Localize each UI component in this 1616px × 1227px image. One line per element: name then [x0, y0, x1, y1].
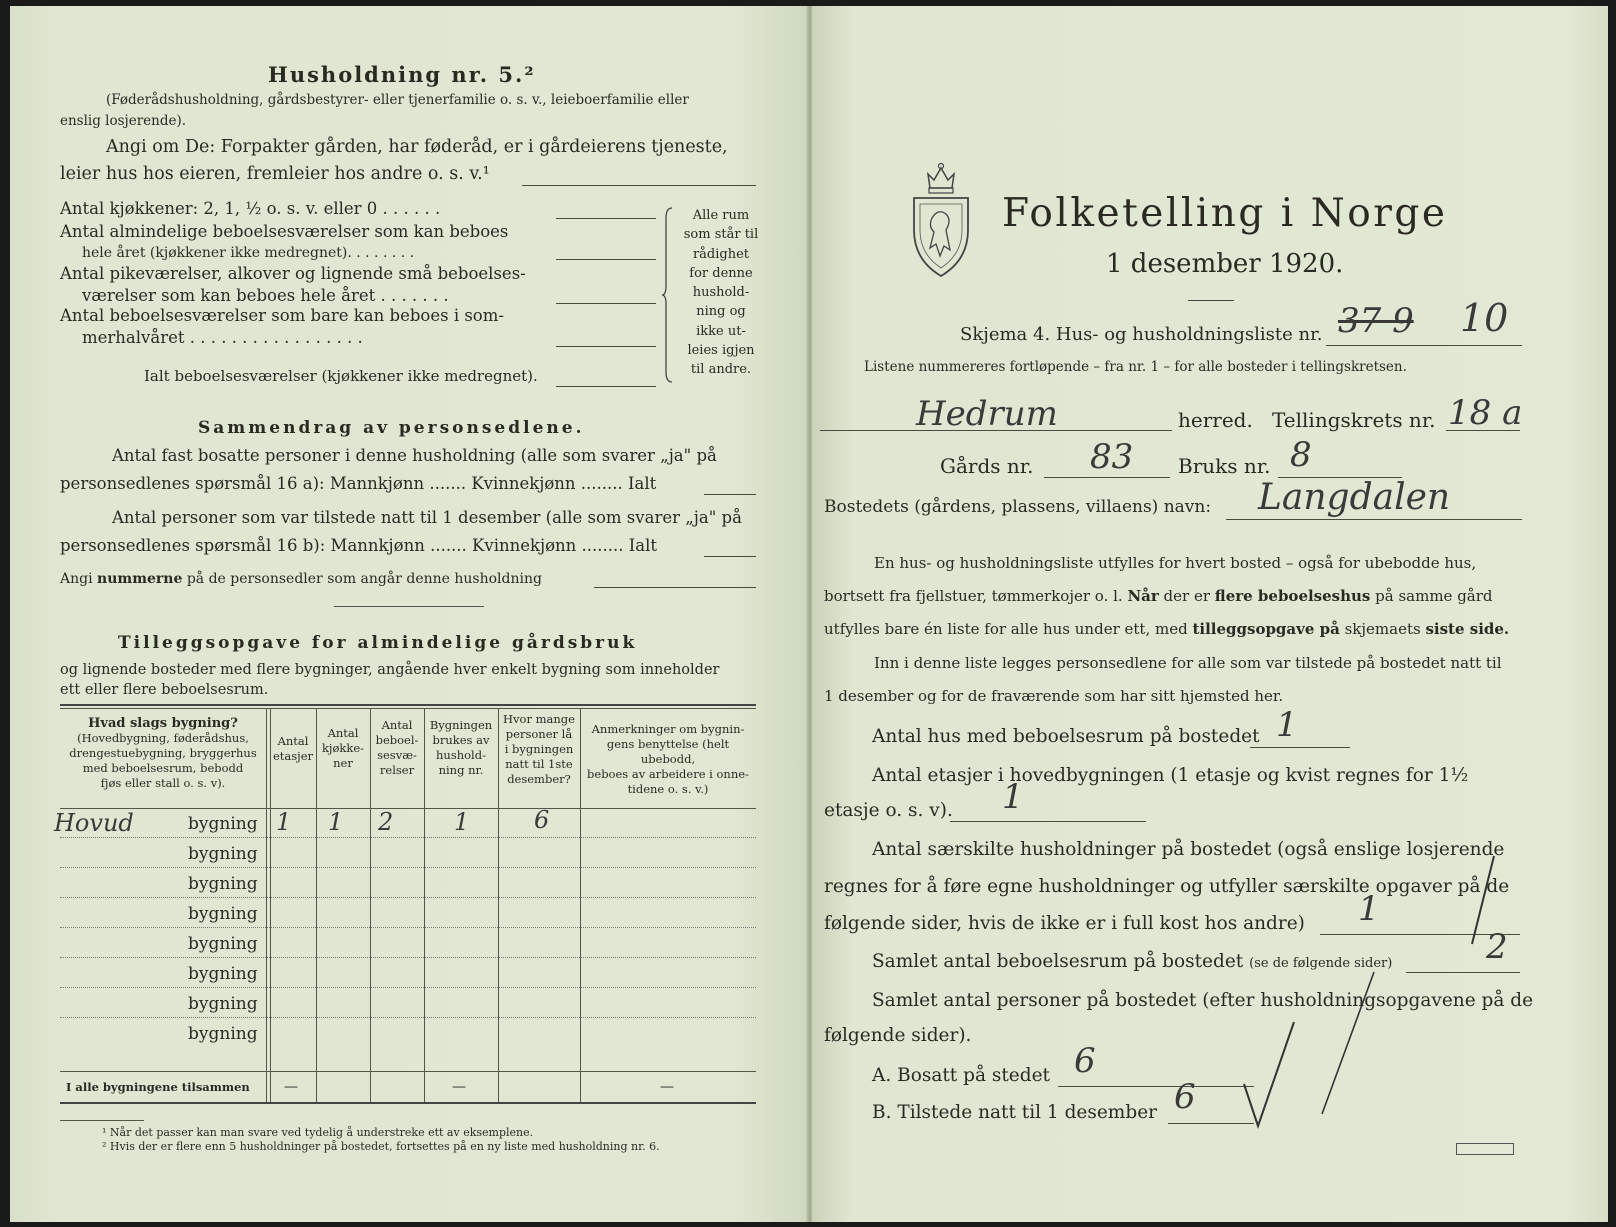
table-top-rule-2 [60, 708, 756, 709]
gards-line [1044, 477, 1170, 478]
brace-note-line: ikke ut- [696, 323, 746, 339]
para1-line-2 [824, 589, 1493, 604]
listene-note: Listene nummereres fortløpende – fra nr. 1 – for alle bosteder i tellingskretsen. [864, 359, 1407, 375]
para1-text: bortsett fra fjellstuer, tømmerkojer o. l. [824, 587, 1128, 605]
col-header-personer [498, 712, 580, 787]
bosted-line [1226, 519, 1522, 520]
tilstede-label: B. Tilstede natt til 1 desember [872, 1102, 1157, 1123]
col-header-line: Bygningen [429, 718, 493, 732]
angi-line-1: Angi om De: Forpakter gården, har føderåd, er i gårdeierens tjeneste, [106, 137, 728, 157]
kjokkener-label: Antal kjøkkener: 2, 1, ½ o. s. v. eller 0 . . . . . . [60, 199, 441, 218]
building-table [54, 704, 756, 1109]
printer-stamp [1456, 1143, 1514, 1155]
row-label: bygning [188, 814, 258, 834]
intro-line-1: (Føderådshusholdning, gårdsbestyrer- eller tjenerfamilie o. s. v., leieboerfamilie eller [106, 92, 689, 108]
section-divider [334, 606, 484, 607]
bosted-label: Bostedets (gårdens, plassens, villaens) navn: [824, 497, 1212, 517]
col-header-line: desember? [507, 772, 571, 786]
coat-of-arms-icon [910, 160, 972, 278]
brace-note-line: rådighet [692, 246, 750, 262]
total-label: I alle bygningene tilsammen [66, 1080, 250, 1094]
rooms-3-line-a: Antal beboelsesværelser som bare kan beboes i som- [60, 306, 504, 325]
col-header-type-line: fjøs eller stall o. s. v). [100, 776, 226, 790]
etasjer-line-2: etasje o. s. v). [824, 800, 953, 821]
rooms-3-line-b: merhalvåret . . . . . . . . . . . . . . . . . [82, 328, 363, 347]
tellingskrets-value[interactable]: 18 a [1448, 393, 1523, 433]
tillegg-line-2: ett eller flere beboelsesrum. [60, 682, 269, 698]
brace-note-line: til andre. [690, 362, 752, 378]
row-vaerelser: 2 [378, 808, 394, 836]
col-header-line: Hvor mange [503, 712, 575, 726]
para1-bold: Når [1127, 587, 1159, 605]
table-total-rule [60, 1071, 756, 1072]
col-header-vaerelser [370, 718, 424, 778]
rooms-1-line-a: Antal almindelige beboelsesværelser som kan beboes [60, 222, 509, 241]
etasjer-value[interactable]: 1 [1002, 777, 1024, 817]
rooms-2-line-a: Antal pikeværelser, alkover og lignende små beboelses- [60, 264, 526, 283]
rooms-3-answer-line[interactable] [556, 346, 656, 347]
col-header-line: gens benyttelse (helt ubebodd, [606, 737, 730, 766]
para1-line-1: En hus- og husholdningsliste utfylles for hvert bosted – også for ubebodde hus, [874, 554, 1477, 572]
row-husholdning: 1 [454, 808, 470, 836]
rooms-2-answer-line[interactable] [556, 303, 656, 304]
col-header-line: Antal [381, 718, 413, 732]
bosatt-value[interactable]: 6 [1074, 1041, 1096, 1081]
check-marks [1232, 854, 1532, 1144]
saerskilte-line-1: Antal særskilte husholdninger på bostedet (også enslige losjerende [872, 839, 1505, 860]
row-label: bygning [188, 964, 258, 984]
samlet-pers-line-2: følgende sider). [824, 1025, 972, 1046]
herred-line [820, 430, 1172, 431]
para1-bold: tilleggsopgave på [1192, 620, 1340, 638]
para1-text: skjemaets [1339, 620, 1426, 638]
row-label: bygning [188, 994, 258, 1014]
total-etasjer-dash: — [284, 1079, 298, 1095]
para1-text: utfylles bare én liste for alle hus under ett, med [824, 620, 1193, 638]
row-kjokkener: 1 [328, 808, 344, 836]
census-date: 1 desember 1920. [1106, 249, 1344, 279]
col-header-line: brukes av [432, 733, 490, 747]
para1-text: der er [1158, 587, 1215, 605]
col-header-line: etasjer [272, 749, 314, 763]
angi-line-2: leier hus hos eieren, fremleier hos andre o. s. v.¹ [60, 164, 490, 184]
para1-line-3 [824, 622, 1509, 637]
tilstede-value[interactable]: 6 [1174, 1077, 1196, 1117]
sammendrag-title: Sammendrag av personsedlene. [198, 418, 585, 438]
table-row[interactable] [54, 806, 756, 838]
table-total-row [60, 1074, 756, 1102]
tilstede-line-1: Antal personer som var tilstede natt til 1 desember (alle som svarer „ja" på [112, 508, 742, 527]
herred-label: herred. [1178, 408, 1253, 432]
row-building-type: Hovud [54, 809, 134, 837]
samlet-rum-value[interactable]: 2 [1486, 927, 1508, 967]
para2-line-2: 1 desember og for de fraværende som har sitt hjemsted her. [824, 687, 1284, 705]
bosted-value[interactable]: Langdalen [1258, 477, 1451, 518]
main-title: Folketelling i Norge [1002, 191, 1448, 236]
tilstede-ialt-line[interactable] [704, 556, 756, 557]
col-header-kjokkener [316, 726, 370, 771]
left-page [10, 6, 810, 1222]
table-row[interactable] [60, 958, 756, 988]
etasjer-line [950, 821, 1146, 822]
samlet-rum-note: (se de følgende sider) [1249, 956, 1393, 971]
liste-nr-value[interactable]: 10 [1460, 296, 1509, 340]
para1-bold: flere beboelseshus [1214, 587, 1371, 605]
gards-label: Gårds nr. [940, 454, 1034, 478]
col-header-line: Anmerkninger om bygnin- [591, 722, 745, 736]
hus-value[interactable]: 1 [1276, 705, 1298, 745]
col-header-type-line: drengestuebygning, bryggerhus [69, 746, 257, 760]
brace-icon [662, 206, 676, 384]
col-header-line: beboel- [375, 733, 419, 747]
footnote-1: ¹ Når det passer kan man svare ved tydelig å understreke ett av eksemplene. [102, 1126, 534, 1139]
footnote-rule [60, 1120, 144, 1121]
liste-nr-struck: 37 9 [1338, 301, 1414, 341]
table-row[interactable] [60, 928, 756, 958]
col-header-line: ning nr. [438, 763, 484, 777]
gards-value[interactable]: 83 [1090, 437, 1134, 477]
col-header-line: natt til 1ste [505, 757, 573, 771]
fast-line-2: personsedlenes spørsmål 16 a): Mannkjønn ....... Kvinnekjønn ........ Ialt [60, 474, 657, 493]
brace-note [678, 206, 764, 380]
rooms-1-line-b: hele året (kjøkkener ikke medregnet). . . . . . . . [82, 245, 415, 261]
brace-note-line: ning og [696, 304, 746, 320]
col-header-line: i bygningen [504, 742, 574, 756]
ialt-rooms-label: Ialt beboelsesværelser (kjøkkener ikke medregnet). [144, 367, 538, 385]
saerskilte-line-2: regnes for å føre egne husholdninger og utfyller særskilte opgaver på de [824, 876, 1510, 897]
row-etasjer: 1 [276, 808, 292, 836]
nummerne-answer-line[interactable] [594, 587, 756, 588]
col-header-line: tidene o. s. v.) [627, 782, 709, 796]
table-row[interactable] [60, 838, 756, 868]
col-header-line: relser [379, 763, 415, 777]
bosatt-label: A. Bosatt på stedet [872, 1065, 1050, 1086]
row-label: bygning [188, 1024, 258, 1044]
col-header-line: kjøkke- [321, 741, 365, 755]
para2-line-1: Inn i denne liste legges personsedlene for alle som var tilstede på bostedet natt til [874, 654, 1502, 672]
col-header-line: personer lå [505, 727, 573, 741]
brace-note-line: Alle rum [692, 208, 750, 223]
saerskilte-value[interactable]: 1 [1358, 889, 1380, 929]
intro-line-2: enslig losjerende). [60, 113, 187, 129]
nummerne-bold: nummerne [97, 571, 183, 587]
col-header-line: Antal [277, 734, 309, 748]
col-header-etasjer [270, 734, 316, 764]
bruks-label: Bruks nr. [1178, 454, 1271, 478]
kjokkener-answer-line[interactable] [556, 218, 656, 219]
rooms-1-answer-line[interactable] [556, 259, 656, 260]
saerskilte-line-3: følgende sider, hvis de ikke er i full kost hos andre) [824, 913, 1305, 934]
para1-text: på samme gård [1370, 587, 1493, 605]
etasjer-line-1: Antal etasjer i hovedbygningen (1 etasje og kvist regnes for 1½ [872, 765, 1469, 786]
table-row[interactable] [60, 898, 756, 928]
row-personer: 6 [534, 806, 550, 834]
brace-note-line: for denne [689, 265, 753, 281]
col-header-line: hushold- [436, 748, 486, 762]
angi-answer-line[interactable] [522, 185, 756, 186]
right-page [812, 6, 1608, 1222]
liste-nr-line [1326, 345, 1522, 346]
table-row[interactable] [60, 1018, 756, 1048]
col-header-line: sesvæ- [377, 748, 417, 762]
census-sheet [10, 6, 1608, 1222]
col-header-line: beboes av arbeidere i onne- [587, 767, 749, 781]
tellingskrets-label: Tellingskrets nr. [1272, 408, 1436, 432]
para1-bold: siste side. [1425, 620, 1510, 638]
tilstede-line-2: personsedlenes spørsmål 16 b): Mannkjønn ....... Kvinnekjønn ........ Ialt [60, 536, 657, 555]
nummerne-line [60, 572, 542, 586]
hus-line [1250, 747, 1350, 748]
row-label: bygning [188, 874, 258, 894]
nummerne-post: på de personsedler som angår denne husholdning [182, 571, 542, 587]
fast-line-1: Antal fast bosatte personer i denne husholdning (alle som svarer „ja" på [112, 446, 717, 465]
brace-note-line: som står til [683, 227, 759, 243]
tillegg-title: Tilleggsopgave for almindelige gårdsbruk [118, 633, 638, 653]
ialt-rooms-answer-line[interactable] [556, 386, 656, 387]
hus-label: Antal hus med beboelsesrum på bostedet [872, 726, 1260, 747]
table-top-rule [60, 704, 756, 706]
table-bottom-rule [60, 1102, 756, 1104]
col-header-line: ner [333, 756, 353, 770]
row-label: bygning [188, 904, 258, 924]
tellingskrets-line [1446, 430, 1520, 431]
brace-note-line: leies igjen [687, 343, 755, 359]
col-header-type-line: med beboelsesrum, bebodd [82, 761, 244, 775]
nummerne-pre: Angi [60, 571, 98, 587]
samlet-rum-text: Samlet antal beboelsesrum på bostedet [872, 951, 1244, 972]
fast-ialt-line[interactable] [704, 494, 756, 495]
col-header-type [60, 716, 266, 791]
row-label: bygning [188, 934, 258, 954]
bruks-value[interactable]: 8 [1290, 435, 1312, 475]
col-header-type-line: (Hovedbygning, føderådshus, [77, 731, 249, 745]
herred-value[interactable]: Hedrum [916, 394, 1058, 434]
table-row[interactable] [60, 988, 756, 1018]
col-header-line: Antal [327, 726, 359, 740]
bosatt-line [1058, 1086, 1254, 1087]
skjema-label: Skjema 4. Hus- og husholdningsliste nr. [960, 324, 1323, 345]
row-label: bygning [188, 844, 258, 864]
total-anmerkninger-dash: — [660, 1079, 674, 1095]
rooms-2-line-b: værelser som kan beboes hele året . . . . . . . [82, 286, 449, 305]
table-row[interactable] [60, 868, 756, 898]
total-husholdning-dash: — [452, 1079, 466, 1095]
tillegg-line-1: og lignende bosteder med flere bygninger, angående hver enkelt bygning som inneholder [60, 662, 720, 678]
husholdning-title: Husholdning nr. 5.² [268, 62, 536, 87]
col-header-type-title: Hvad slags bygning? [88, 716, 238, 731]
brace-note-line: hushold- [692, 285, 750, 301]
title-divider [1188, 300, 1234, 301]
col-header-anmerkninger [580, 722, 756, 797]
col-header-husholdning [424, 718, 498, 778]
footnote-2: ² Hvis der er flere enn 5 husholdninger på bostedet, fortsettes på en ny liste med husholdning nr. 6. [102, 1140, 660, 1153]
samlet-pers-line-1: Samlet antal personer på bostedet (efter husholdningsopgavene på de [872, 990, 1534, 1011]
